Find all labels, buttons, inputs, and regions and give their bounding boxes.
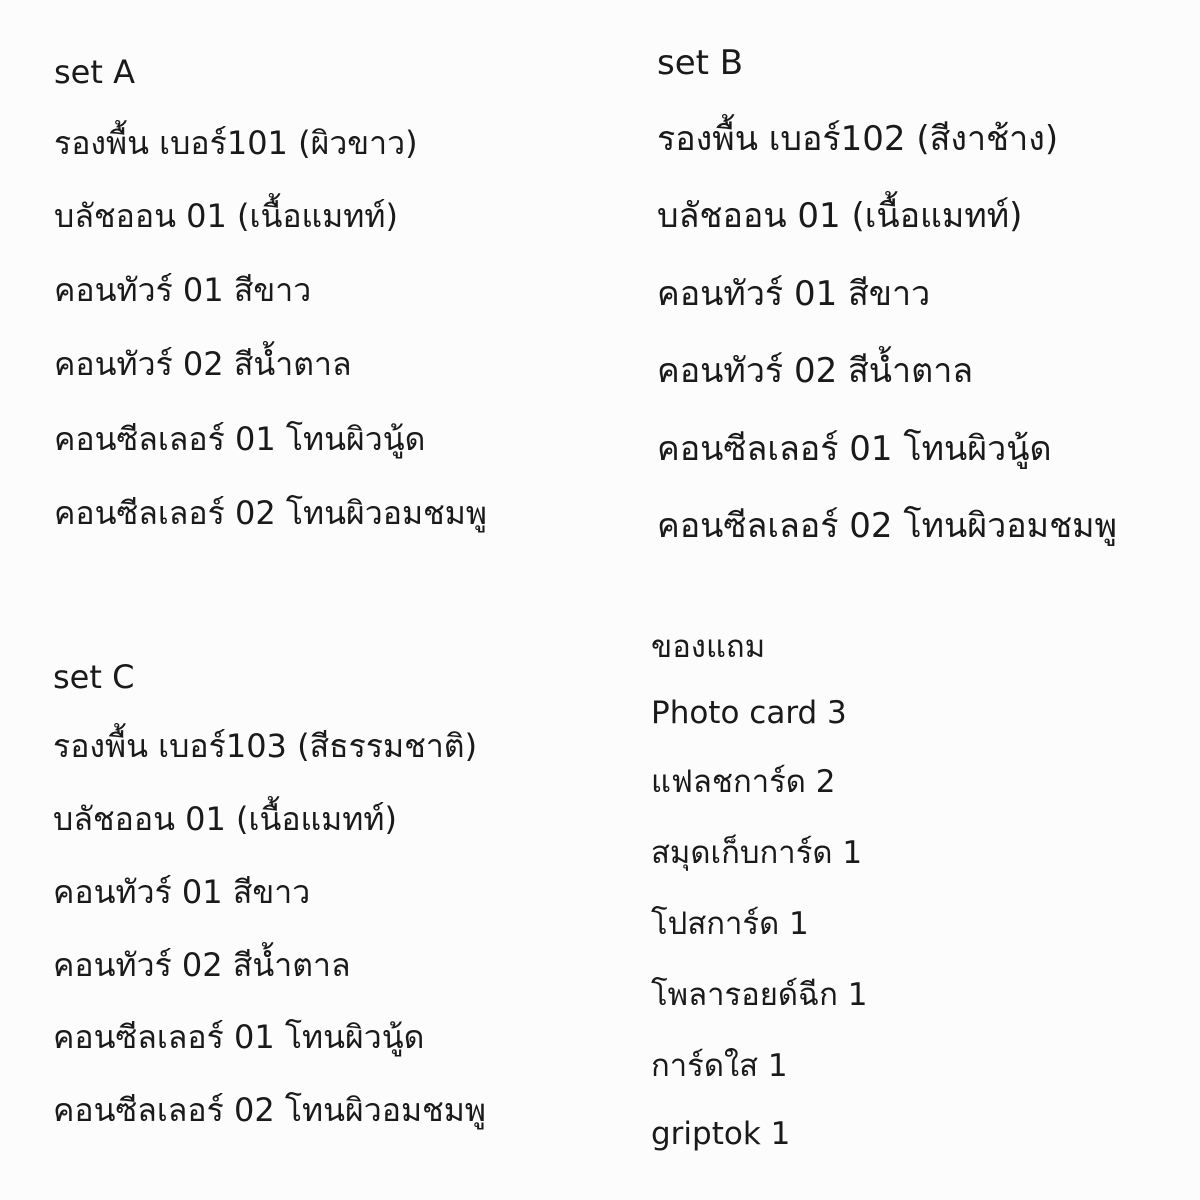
set-b-title: set B: [657, 43, 744, 83]
set-c-title: set C: [53, 658, 135, 696]
set-b-item: คอนทัวร์ 01 สีขาว: [657, 274, 931, 314]
set-a-item: คอนซีลเลอร์ 01 โทนผิวนู้ด: [54, 420, 426, 458]
set-a-item: รองพื้น เบอร์101 (ผิวขาว): [54, 124, 418, 162]
set-a-title: set A: [54, 53, 135, 91]
set-c-item: คอนทัวร์ 02 สีน้ำตาล: [53, 946, 351, 984]
set-a-item: คอนทัวร์ 01 สีขาว: [54, 271, 312, 309]
gift-item: griptok 1: [651, 1116, 791, 1152]
set-b-item: บลัชออน 01 (เนื้อแมทท์): [657, 196, 1023, 236]
gifts-title: ของแถม: [651, 629, 766, 665]
set-b-item: คอนซีลเลอร์ 01 โทนผิวนู้ด: [657, 429, 1052, 469]
gift-item: Photo card 3: [651, 695, 847, 731]
set-a-item: บลัชออน 01 (เนื้อแมทท์): [54, 197, 398, 235]
set-b-item: คอนทัวร์ 02 สีน้ำตาล: [657, 351, 974, 391]
set-c-item: คอนทัวร์ 01 สีขาว: [53, 873, 311, 911]
set-a-item: คอนซีลเลอร์ 02 โทนผิวอมชมพู: [54, 494, 487, 532]
gift-item: โพลารอยด์ฉีก 1: [651, 977, 868, 1013]
set-a-item: คอนทัวร์ 02 สีน้ำตาล: [54, 345, 352, 383]
gift-item: แฟลชการ์ด 2: [651, 764, 836, 800]
set-c-item: บลัชออน 01 (เนื้อแมทท์): [53, 800, 397, 838]
gift-item: การ์ดใส 1: [651, 1048, 788, 1084]
set-c-item: คอนซีลเลอร์ 02 โทนผิวอมชมพู: [53, 1091, 486, 1129]
gift-item: สมุดเก็บการ์ด 1: [651, 835, 863, 871]
set-b-item: รองพื้น เบอร์102 (สีงาช้าง): [657, 119, 1059, 159]
set-b-item: คอนซีลเลอร์ 02 โทนผิวอมชมพู: [657, 506, 1117, 546]
set-c-item: รองพื้น เบอร์103 (สีธรรมชาติ): [53, 727, 478, 765]
gift-item: โปสการ์ด 1: [651, 906, 809, 942]
set-c-item: คอนซีลเลอร์ 01 โทนผิวนู้ด: [53, 1018, 425, 1056]
